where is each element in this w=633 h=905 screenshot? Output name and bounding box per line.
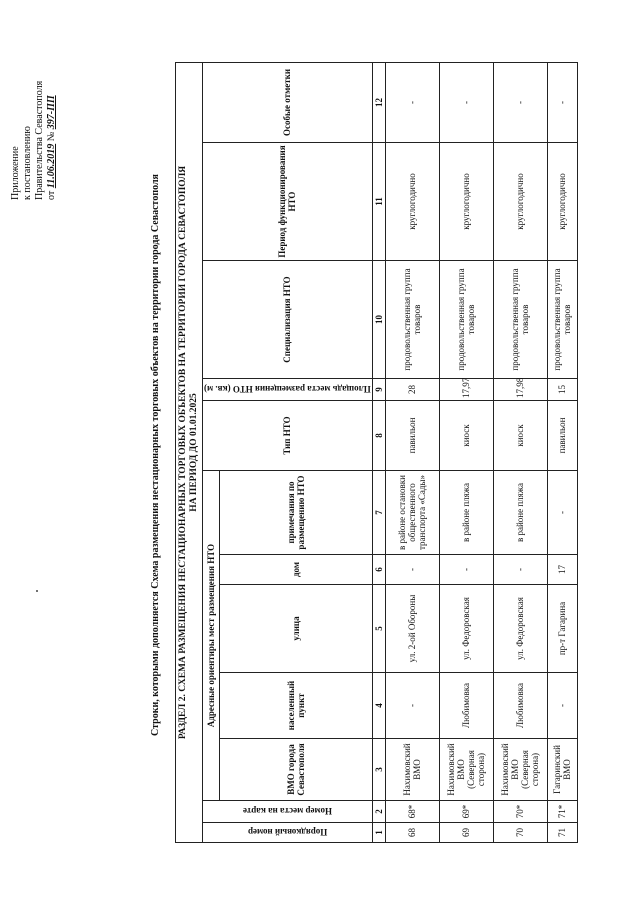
intro-text: Строки, которыми дополняется Схема размещения нестационарных торговых объектов на территории города Севастополя: [150, 174, 161, 736]
cell-house: -: [493, 555, 547, 585]
header-col-1-label: Порядковый номер: [247, 827, 327, 838]
cell-type: киоск: [493, 401, 547, 471]
cell-period: круглогодично: [439, 143, 493, 261]
cell-vmo: Гагаринский ВМО: [547, 739, 577, 801]
cell-area: 15: [547, 379, 577, 401]
col-number: 2: [372, 801, 385, 823]
col-number: 6: [372, 555, 385, 585]
cell-map: 69*: [439, 801, 493, 823]
col-number: 4: [372, 673, 385, 739]
cell-vmo: Нахимовский ВМО (Северная сторона): [439, 739, 493, 801]
annex-block: [10, 81, 58, 200]
cell-no: 68: [385, 823, 439, 843]
table-row: [493, 62, 547, 842]
header-col-8: Тип НТО: [203, 401, 373, 471]
cell-note: в районе пляжа: [493, 471, 547, 555]
col-number: 5: [372, 585, 385, 673]
cell-note: в районе остановки общественного транспорта «Сады»: [385, 471, 439, 555]
cell-spec: продовольственная группа товаров: [547, 261, 577, 379]
col-number: 7: [372, 471, 385, 555]
cell-period: круглогодично: [547, 143, 577, 261]
cell-settlement: -: [385, 673, 439, 739]
header-col-5: улица: [220, 585, 373, 673]
cell-no: 71: [547, 823, 577, 843]
annex-line-3: Правительства Севастополя: [34, 80, 45, 200]
header-col-9: [203, 379, 373, 401]
section-title: [176, 62, 203, 842]
table-row: [385, 62, 439, 842]
cell-map: 68*: [385, 801, 439, 823]
cell-marks: -: [385, 62, 439, 142]
cell-period: круглогодично: [493, 143, 547, 261]
cell-marks: -: [493, 62, 547, 142]
col-number: 9: [372, 379, 385, 401]
cell-street: пр-т Гагарина: [547, 585, 577, 673]
cell-type: киоск: [439, 401, 493, 471]
header-col-10: Специализация НТО: [203, 261, 373, 379]
annex-number: 397-ПП: [46, 95, 57, 130]
column-number-row: [372, 62, 385, 842]
header-col-7: примечания по размещению НТО: [220, 471, 373, 555]
cell-vmo: Нахимовский ВМО (Северная сторона): [493, 739, 547, 801]
header-col-12: Особые отметки: [203, 62, 373, 142]
annex-line-2: к постановлению: [22, 126, 33, 200]
header-col-3: ВМО города Севастополя: [220, 739, 373, 801]
cell-street: ул. 2-ой Обороны: [385, 585, 439, 673]
header-col-9-label: Площадь места размещения НТО (кв. м): [204, 384, 371, 395]
nto-table: [175, 62, 578, 843]
cell-house: -: [439, 555, 493, 585]
col-number: 12: [372, 62, 385, 142]
annex-line-4: [46, 81, 58, 200]
section-title-line-2: НА ПЕРИОД ДО 01.01.2025: [189, 393, 199, 512]
cell-type: павильон: [547, 401, 577, 471]
header-col-2-label: Номер места на карте: [242, 806, 332, 817]
col-number: 3: [372, 739, 385, 801]
cell-spec: продовольственная группа товаров: [439, 261, 493, 379]
table-row: [439, 62, 493, 842]
header-col-6: дом: [220, 555, 373, 585]
annex-date-prefix: от: [46, 190, 57, 200]
cell-area: 17,98: [493, 379, 547, 401]
col-number: 1: [372, 823, 385, 843]
cell-area: 17,97: [439, 379, 493, 401]
header-col-2: [203, 801, 373, 823]
header-address-group: Адресные ориентиры мест размещения НТО: [203, 471, 220, 801]
section-title-line-1: РАЗДЕЛ 2. СХЕМА РАЗМЕЩЕНИЯ НЕСТАЦИОНАРНЫХ ТОРГОВЫХ ОБЪЕКТОВ НА ТЕРРИТОРИИ ГОРОДА СЕВАСТОПОЛЯ: [178, 165, 188, 740]
col-number: 10: [372, 261, 385, 379]
cell-no: 70: [493, 823, 547, 843]
cell-type: павильон: [385, 401, 439, 471]
cell-map: 70*: [493, 801, 547, 823]
cell-no: 69: [439, 823, 493, 843]
cell-vmo: Нахимовский ВМО: [385, 739, 439, 801]
col-number: 8: [372, 401, 385, 471]
cell-area: 28: [385, 379, 439, 401]
annex-date: 11.06.2019: [46, 143, 57, 189]
cell-house: 17: [547, 555, 577, 585]
cell-note: -: [547, 471, 577, 555]
annex-line-1: Приложение: [10, 146, 21, 200]
cell-street: ул. Федоровская: [439, 585, 493, 673]
header-col-1: [203, 823, 373, 843]
cell-spec: продовольственная группа товаров: [385, 261, 439, 379]
cell-note: в районе пляжа: [439, 471, 493, 555]
cell-period: круглогодично: [385, 143, 439, 261]
table-row: [547, 62, 577, 842]
cell-map: 71*: [547, 801, 577, 823]
annex-number-sign: №: [46, 131, 57, 142]
cell-marks: -: [439, 62, 493, 142]
header-col-11: Период функционирования НТО: [203, 143, 373, 261]
cell-settlement: Любимовка: [439, 673, 493, 739]
cell-settlement: Любимовка: [493, 673, 547, 739]
cell-spec: продовольственная группа товаров: [493, 261, 547, 379]
cell-street: ул. Федоровская: [493, 585, 547, 673]
header-col-4: населенный пункт: [220, 673, 373, 739]
cell-house: -: [385, 555, 439, 585]
cell-marks: -: [547, 62, 577, 142]
col-number: 11: [372, 143, 385, 261]
cell-settlement: -: [547, 673, 577, 739]
